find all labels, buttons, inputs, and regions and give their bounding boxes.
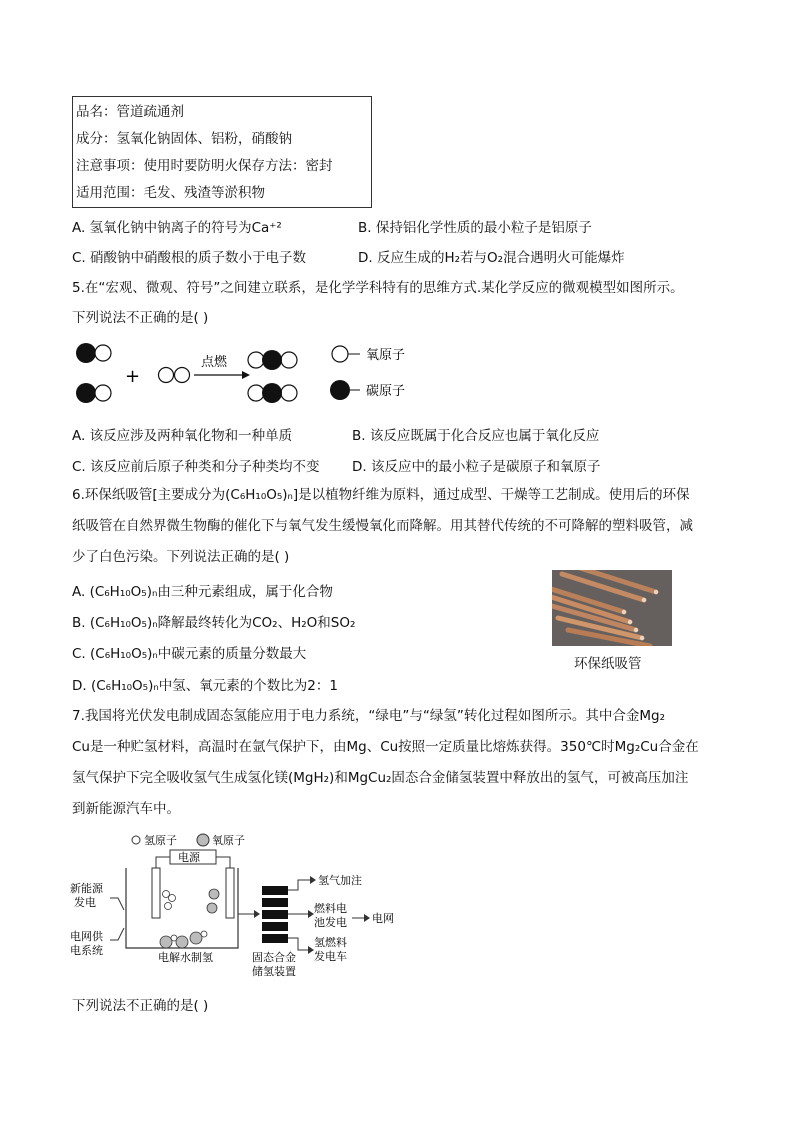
legend-oxygen-atom: 氧原子 xyxy=(212,834,245,847)
carbon-atom xyxy=(76,383,96,403)
q6-stem-line3: 少了白色污染。下列说法正确的是( ) xyxy=(72,549,290,565)
q7-stem-line3: 氢气保护下完全吸收氢气生成氢化镁(MgH₂)和MgCu₂固态合金储氢装置中释放出的氢气，可被高压加注 xyxy=(72,770,689,786)
electrolysis-label: 电解水制氢 xyxy=(158,951,213,964)
oxygen-atom xyxy=(248,352,264,368)
q5-option-d: D. 该反应中的最小粒子是碳原子和氧原子 xyxy=(352,459,601,475)
output-refuel: 氢气加注 xyxy=(318,874,362,887)
power-supply-label: 电源 xyxy=(178,851,200,864)
oxygen-atom xyxy=(95,385,111,401)
legend-oxygen: 氧原子 xyxy=(366,348,406,363)
legend-hydrogen: 氢原子 xyxy=(144,834,177,847)
storage-label-line1: 固态合金 xyxy=(252,951,296,964)
output-grid: 电网 xyxy=(372,912,394,925)
q4-option-c: C. 硝酸钠中硝酸根的质子数小于电子数 xyxy=(72,250,307,266)
oxygen-atom xyxy=(175,368,190,383)
label-caution: 注意事项：使用时要防明火保存方法：密封 xyxy=(76,158,333,174)
q4-option-b: B. 保持铝化学性质的最小粒子是铝原子 xyxy=(358,220,592,236)
legend-oxygen-icon xyxy=(332,346,348,362)
label-ingredients: 成分：氢氧化钠固体、铝粉，硝酸钠 xyxy=(76,131,292,147)
plus-sign: + xyxy=(125,366,141,387)
output-fuelcell-line2: 池发电 xyxy=(314,916,347,929)
q5-reaction-diagram xyxy=(70,338,430,418)
q7-question: 下列说法不正确的是( ) xyxy=(72,998,209,1014)
q5-stem-line1: 5.在“宏观、微观、符号”之间建立联系，是化学学科特有的思维方式.某化学反应的微观模型如图所示。 xyxy=(72,280,684,296)
q5-option-a: A. 该反应涉及两种氧化物和一种单质 xyxy=(72,428,293,444)
straw-image-caption: 环保纸吸管 xyxy=(574,656,642,672)
q6-option-a: A. (C₆H₁₀O₅)ₙ由三种元素组成，属于化合物 xyxy=(72,584,333,600)
input-renewable-line2: 发电 xyxy=(74,896,96,909)
q6-option-d: D. (C₆H₁₀O₅)ₙ中氢、氧元素的个数比为2：1 xyxy=(72,678,338,694)
q5-option-c: C. 该反应前后原子种类和分子种类均不变 xyxy=(72,459,320,475)
q6-stem-line2: 纸吸管在自然界微生物酶的催化下与氧气发生缓慢氧化而降解。用其替代传统的不可降解的塑料吸管，减 xyxy=(72,518,693,534)
carbon-atom xyxy=(76,343,96,363)
carbon-atom xyxy=(262,350,282,370)
product-label-box xyxy=(72,96,372,208)
q7-hydrogen-process-diagram xyxy=(70,828,400,978)
label-scope: 适用范围：毛发、残渣等淤积物 xyxy=(76,185,265,201)
output-vehicle-line1: 氢燃料 xyxy=(314,936,347,949)
input-renewable-line1: 新能源 xyxy=(70,882,103,895)
legend-carbon-icon xyxy=(330,380,350,400)
q7-stem-line1: 7.我国将光伏发电制成固态氢能应用于电力系统，“绿电”与“绿氢”转化过程如图所示。其中合金Mg₂ xyxy=(72,708,665,724)
reaction-condition: 点燃 xyxy=(201,355,228,370)
q6-option-b: B. (C₆H₁₀O₅)ₙ降解最终转化为CO₂、H₂O和SO₂ xyxy=(72,615,356,631)
q5-stem-line2: 下列说法不正确的是( ) xyxy=(72,310,209,326)
solid-alloy-storage-icon xyxy=(262,886,288,943)
label-name: 品名：管道疏通剂 xyxy=(76,104,184,120)
q5-option-b: B. 该反应既属于化合反应也属于氧化反应 xyxy=(352,428,600,444)
arrow-head-icon xyxy=(242,371,250,379)
oxygen-atom xyxy=(248,385,264,401)
q4-option-a: A. 氢氧化钠中钠离子的符号为Ca⁺² xyxy=(72,220,282,236)
paper-straw-image xyxy=(552,570,672,646)
oxygen-atom xyxy=(159,368,174,383)
oxygen-atom xyxy=(281,385,297,401)
output-fuelcell-line1: 燃料电 xyxy=(314,902,347,915)
q6-option-c: C. (C₆H₁₀O₅)ₙ中碳元素的质量分数最大 xyxy=(72,646,307,662)
legend-carbon: 碳原子 xyxy=(366,384,406,399)
q7-stem-line2: Cu是一种贮氢材料，高温时在氩气保护下，由Mg、Cu按照一定质量比熔炼获得。350℃时Mg₂Cu合金在 xyxy=(72,739,699,755)
q7-stem-line4: 到新能源汽车中。 xyxy=(72,801,180,817)
input-grid-line1: 电网供 xyxy=(70,930,103,943)
oxygen-atom xyxy=(281,352,297,368)
oxygen-atom xyxy=(95,345,111,361)
carbon-atom xyxy=(262,383,282,403)
storage-label-line2: 储氢装置 xyxy=(252,965,296,978)
q6-stem-line1: 6.环保纸吸管[主要成分为(C₆H₁₀O₅)ₙ]是以植物纤维为原料，通过成型、干燥等工艺制成。使用后的环保 xyxy=(72,487,690,503)
input-grid-line2: 电系统 xyxy=(70,944,103,957)
q4-option-d: D. 反应生成的H₂若与O₂混合遇明火可能爆炸 xyxy=(358,250,625,266)
output-vehicle-line2: 发电车 xyxy=(314,950,347,963)
